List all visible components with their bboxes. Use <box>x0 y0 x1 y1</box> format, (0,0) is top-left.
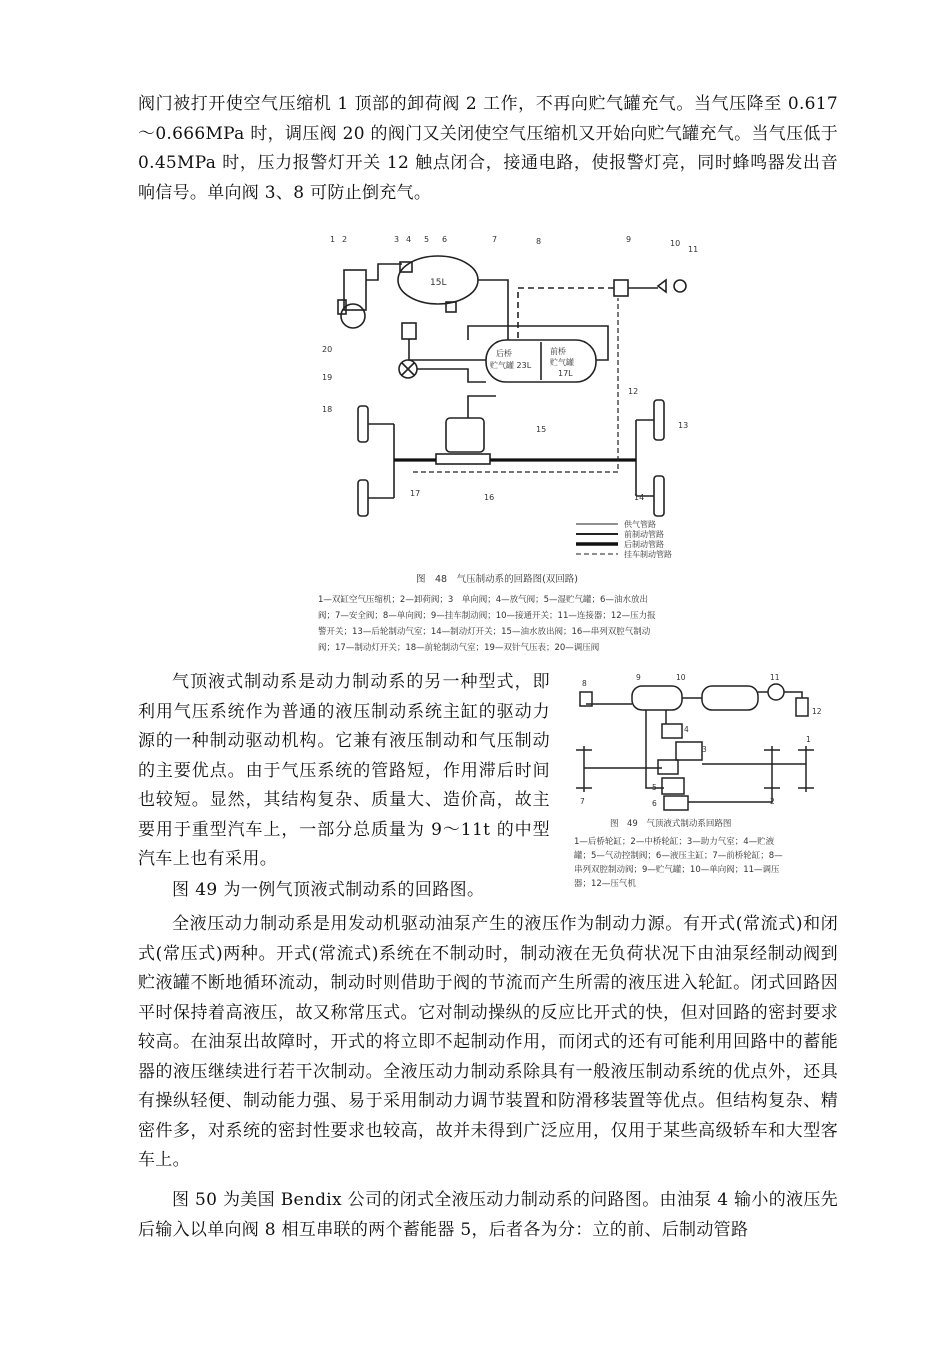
f49-num-6: 6 <box>652 799 657 808</box>
num-10: 10 <box>670 239 681 248</box>
f49-num-10: 10 <box>676 673 686 682</box>
tank-rear-label-b: 贮气罐 23L <box>490 361 532 370</box>
num-5: 5 <box>424 235 430 244</box>
legend-trailer: 挂车制动管路 <box>624 550 672 559</box>
num-2: 2 <box>342 235 348 244</box>
f49-num-9: 9 <box>636 673 641 682</box>
tank-wet-label: 15L <box>430 278 447 288</box>
f49-num-2: 2 <box>770 797 775 806</box>
air-reservoir-1 <box>632 686 682 710</box>
f49-num-5: 5 <box>652 783 657 792</box>
figure-49-caption-4: 器；12—压气机 <box>574 879 636 889</box>
paragraph-2: 气顶液式制动系是动力制动系的另一种型式，即利用气压系统作为普通的液压制动系统主缸的驱动力源的一种制动驱动机构。它兼有液压制动和气压制动的主要优点。由于气压系统的管路短，作用滞后时间也较短。显然，其结构复杂、质量大、造价高，故主要用于重型汽车上，一部分总质量为 9～11t 的中型汽车上也有采用。 <box>138 672 550 869</box>
num-1: 1 <box>330 235 336 244</box>
f49-num-8: 8 <box>582 679 587 688</box>
num-13: 13 <box>678 421 689 430</box>
paragraph-5: 图 50 为美国 Bendix 公司的闭式全液压动力制动系的问路图。由油泵 4 输小的液压先后输入以单向阀 8 相互串联的两个蓄能器 5，后者各为分：立的前、后制动管路 <box>138 1190 838 1240</box>
num-6: 6 <box>442 235 448 244</box>
figure-48-caption-1: 1—双缸空气压缩机；2—卸荷阀；3 单向阀；4—放气阀；5—湿贮气罐；6—油水放出 <box>318 595 648 605</box>
tank-front-label-c: 17L <box>558 369 573 378</box>
paragraph-1: 阀门被打开使空气压缩机 1 顶部的卸荷阀 2 工作，不再向贮气罐充气。当气压降至 0.617～0.666MPa 时，调压阀 20 的阀门又关闭使空气压缩机又开始向贮气罐充气。当气压低于 0.45MPa 时，压力报警灯开关 12 触点闭合，接通电路，使报警灯亮，同时蜂鸣器发出音响信号。单向阀 3、8 可防止倒充气。 <box>138 94 838 203</box>
num-20: 20 <box>322 345 333 354</box>
f49-num-4: 4 <box>684 725 689 734</box>
figure-49-diagram <box>566 668 830 900</box>
figure-48-diagram <box>318 228 716 660</box>
f49-num-7: 7 <box>580 797 585 806</box>
f49-num-1: 1 <box>806 735 811 744</box>
figure-48-title: 图 48 气压制动系的回路图(双回路) <box>416 574 579 585</box>
num-9: 9 <box>626 235 632 244</box>
figure-48-caption-4: 阀；17—制动灯开关；18—前轮制动气室；19—双针气压表；20—调压阀 <box>318 643 600 653</box>
figure-49-numbers <box>580 673 822 808</box>
num-19: 19 <box>322 373 333 382</box>
num-14: 14 <box>634 493 645 502</box>
air-reservoir-2 <box>702 686 758 710</box>
compressor <box>796 698 808 716</box>
num-11: 11 <box>688 245 699 254</box>
num-4: 4 <box>406 235 412 244</box>
num-7: 7 <box>492 235 498 244</box>
brake-valve <box>446 418 484 452</box>
legend-rear: 后制动管路 <box>624 540 664 549</box>
figure-49-title: 图 49 气顶液式制动系回路图 <box>610 819 732 829</box>
num-18: 18 <box>322 405 333 414</box>
figure-48-legend <box>576 519 672 559</box>
legend-supply: 供气管路 <box>624 520 656 529</box>
figure-49-caption-3: 串列双腔制动阀；9—贮气罐；10—单向阀；11—调压 <box>574 865 780 875</box>
tank-front-label-a: 前桥 <box>550 347 566 356</box>
num-3: 3 <box>394 235 400 244</box>
num-15: 15 <box>536 425 547 434</box>
tank-rear-label-a: 后桥 <box>496 349 512 358</box>
figure-48-caption-3: 警开关；13—后轮制动气室；14—制动灯开关；15—油水放出阀；16—串列双腔气制动 <box>318 627 651 637</box>
figure-48-caption-2: 阀；7—安全阀；8—单向阀；9—挂车制动阀；10—接通开关；11—连接器；12—压力报 <box>318 611 656 621</box>
paragraph-3: 图 49 为一例气顶液式制动系的回路图。 <box>172 880 485 900</box>
paragraph-4: 全液压动力制动系是用发动机驱动油泵产生的液压作为制动力源。有开式(常流式)和闭式(常压式)两种。开式(常流式)系统在不制动时，制动液在无负荷状况下由油泵经制动阀到贮液罐不断地循环流动，制动时则借助于阀的节流而产生所需的液压进入轮缸。闭式回路因平时保持着高液压，故又称常压式。它对制动操纵的反应比开式的快，但对回路的密封要求较高。在油泵出故障时，开式的将立即不起制动作用，而闭式的还有可能利用回路中的蓄能器的液压继续进行若干次制动。全液压动力制动系除具有一般液压制动系统的优点外，还具有操纵轻便、制动能力强、易于采用制动力调节装置和防滑移装置等优点。但结构复杂、精密件多，对系统的密封性要求也较高，故并未得到广泛应用，仅用于某些高级轿车和大型客车上。 <box>138 914 838 1170</box>
f49-num-11: 11 <box>770 673 780 682</box>
legend-front: 前制动管路 <box>624 530 664 539</box>
num-16: 16 <box>484 493 495 502</box>
num-17: 17 <box>410 489 421 498</box>
f49-num-12: 12 <box>812 707 822 716</box>
figure-49-caption-2: 罐；5—气动控制阀；6—液压主缸；7—前桥轮缸；8— <box>574 851 783 861</box>
f49-num-3: 3 <box>702 745 707 754</box>
num-12: 12 <box>628 387 639 396</box>
num-8: 8 <box>536 237 542 246</box>
tank-front-label-b: 贮气罐 <box>550 358 574 367</box>
figure-49-caption-1: 1—后桥轮缸；2—中桥轮缸；3—助力气室；4—贮液 <box>574 837 775 847</box>
